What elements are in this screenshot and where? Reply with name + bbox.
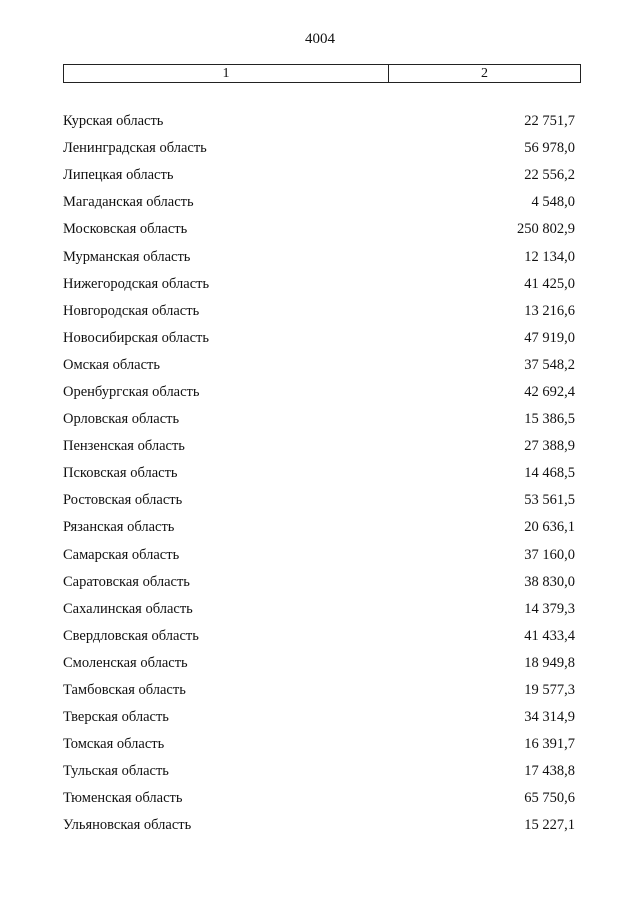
region-value: 37 160,0 (524, 546, 575, 563)
region-value: 14 379,3 (524, 600, 575, 617)
region-value: 4 548,0 (531, 194, 575, 211)
region-name: Магаданская область (63, 194, 194, 211)
region-name: Рязанская область (63, 519, 175, 536)
region-value: 56 978,0 (524, 140, 575, 157)
table-row (63, 785, 575, 812)
region-value: 15 227,1 (524, 817, 575, 834)
region-name: Тамбовская область (63, 682, 186, 699)
column-header-2: 2 (481, 65, 488, 81)
region-value: 17 438,8 (524, 763, 575, 780)
table-row (63, 243, 575, 270)
region-value: 47 919,0 (524, 329, 575, 346)
region-name: Новгородская область (63, 302, 200, 319)
region-name: Сахалинская область (63, 600, 193, 617)
table-row (63, 704, 575, 731)
table-header (63, 64, 581, 83)
table-row (63, 758, 575, 785)
table-row (63, 189, 575, 216)
region-value: 38 830,0 (524, 573, 575, 590)
region-name: Мурманская область (63, 248, 191, 265)
table-row (63, 406, 575, 433)
table-row (63, 108, 575, 135)
table-row (63, 135, 575, 162)
region-name: Ульяновская область (63, 817, 192, 834)
region-value: 41 433,4 (524, 627, 575, 644)
region-name: Тюменская область (63, 790, 183, 807)
region-value: 250 802,9 (517, 221, 575, 238)
table-row (63, 325, 575, 352)
region-value: 42 692,4 (524, 383, 575, 400)
region-value: 22 751,7 (524, 113, 575, 130)
table-row (63, 677, 575, 704)
table-row (63, 487, 575, 514)
region-name: Московская область (63, 221, 188, 238)
region-name: Ростовская область (63, 492, 183, 509)
region-name: Липецкая область (63, 167, 174, 184)
region-name: Саратовская область (63, 573, 190, 590)
table-row (63, 514, 575, 541)
region-name: Омская область (63, 356, 160, 373)
region-name: Пензенская область (63, 438, 185, 455)
region-name: Самарская область (63, 546, 180, 563)
region-name: Томская область (63, 736, 165, 753)
region-value: 22 556,2 (524, 167, 575, 184)
region-value: 20 636,1 (524, 519, 575, 536)
table-row (63, 460, 575, 487)
region-value: 37 548,2 (524, 356, 575, 373)
region-name: Псковская область (63, 465, 178, 482)
region-name: Тульская область (63, 763, 169, 780)
region-value: 34 314,9 (524, 709, 575, 726)
table-row (63, 569, 575, 596)
region-name: Орловская область (63, 411, 180, 428)
table-body (63, 108, 575, 840)
region-name: Оренбургская область (63, 383, 200, 400)
table-row (63, 271, 575, 298)
region-name: Тверская область (63, 709, 169, 726)
table-row (63, 542, 575, 569)
table-row (63, 298, 575, 325)
table-row (63, 623, 575, 650)
region-value: 41 425,0 (524, 275, 575, 292)
region-value: 16 391,7 (524, 736, 575, 753)
table-row (63, 731, 575, 758)
table-row (63, 433, 575, 460)
region-value: 13 216,6 (524, 302, 575, 319)
table-row (63, 216, 575, 243)
region-value: 65 750,6 (524, 790, 575, 807)
table-row (63, 162, 575, 189)
page-number: 4004 (305, 31, 335, 47)
region-value: 19 577,3 (524, 682, 575, 699)
region-value: 14 468,5 (524, 465, 575, 482)
region-value: 18 949,8 (524, 654, 575, 671)
region-name: Свердловская область (63, 627, 199, 644)
region-name: Курская область (63, 113, 164, 130)
region-value: 15 386,5 (524, 411, 575, 428)
region-name: Смоленская область (63, 654, 188, 671)
table-row (63, 596, 575, 623)
table-row (63, 352, 575, 379)
column-header-1: 1 (64, 65, 389, 82)
region-name: Нижегородская область (63, 275, 210, 292)
table-row (63, 379, 575, 406)
region-value: 12 134,0 (524, 248, 575, 265)
region-name: Новосибирская область (63, 329, 209, 346)
region-value: 27 388,9 (524, 438, 575, 455)
table-row (63, 650, 575, 677)
region-name: Ленинградская область (63, 140, 207, 157)
region-value: 53 561,5 (524, 492, 575, 509)
table-row (63, 812, 575, 839)
